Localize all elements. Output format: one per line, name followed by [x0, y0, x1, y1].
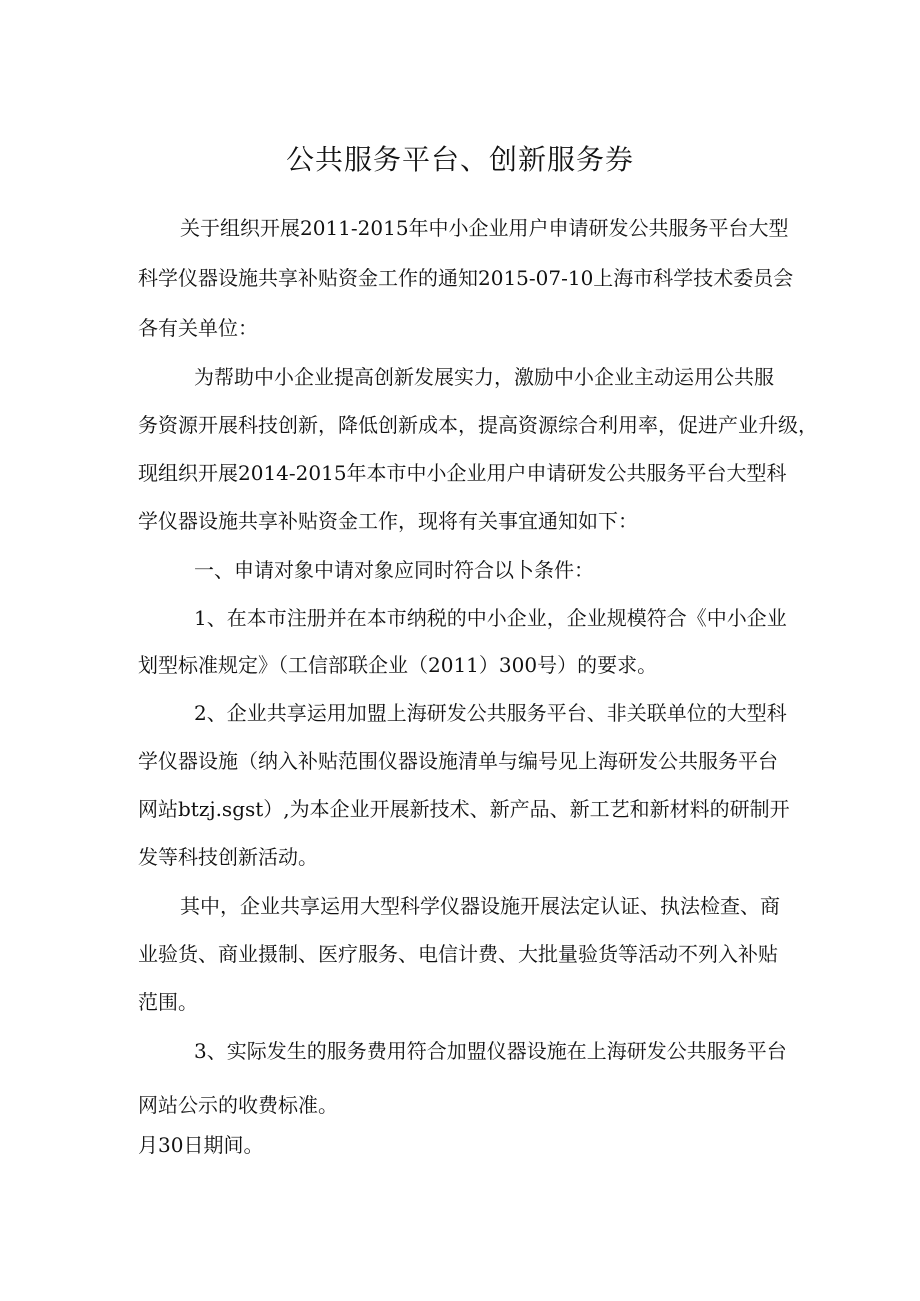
paragraph-line-5: 务资源开展科技创新，降低创新成本，提高资源综合利用率，促进产业升级，	[138, 413, 818, 437]
paragraph-line-4: 为帮助中小企业提高创新发展实力，激励中小企业主动运用公共服	[194, 365, 774, 389]
paragraph-line-17: 范围。	[138, 990, 198, 1014]
paragraph-line-8: 一、申请对象中请对象应同时符合以卜条件：	[194, 558, 594, 582]
paragraph-line-12: 学仪器设施（纳入补贴范围仪器设施清单与编号见上海研发公共服务平台	[138, 749, 778, 773]
paragraph-line-15: 其中，企业共享运用大型科学仪器设施开展法定认证、执法检查、商	[180, 894, 780, 918]
paragraph-line-11: 2、企业共享运用加盟上海研发公共服务平台、非关联单位的大型科	[194, 701, 787, 725]
paragraph-line-9: 1、在本市注册并在本市纳税的中小企业，企业规模符合《中小企业	[194, 606, 787, 630]
paragraph-line-18: 3、实际发生的服务费用符合加盟仪器设施在上海研发公共服务平台	[194, 1039, 787, 1063]
paragraph-line-3: 各有关单位：	[138, 316, 258, 340]
paragraph-line-19: 网站公示的收费标准。	[138, 1093, 338, 1117]
paragraph-line-16: 业验货、商业摄制、医疗服务、电信计费、大批量验货等活动不列入补贴	[138, 942, 778, 966]
paragraph-line-14: 发等科技创新活动。	[138, 845, 318, 869]
paragraph-line-13: 网站btzj.sgst）,为本企业开展新技术、新产品、新工艺和新材料的研制开	[138, 797, 790, 821]
paragraph-line-7: 学仪器设施共享补贴资金工作，现将有关事宜通知如下：	[138, 509, 638, 533]
paragraph-line-20: 月30日期间。	[138, 1133, 264, 1157]
paragraph-line-1: 关于组织开展2011-2015年中小企业用户申请研发公共服务平台大型	[180, 216, 789, 240]
paragraph-line-10: 划型标准规定》（工信部联企业（2011）300号）的要求。	[138, 653, 658, 677]
paragraph-line-6: 现组织开展2014-2015年本市中小企业用户申请研发公共服务平台大型科	[138, 461, 787, 485]
document-title: 公共服务平台、创新服务券	[285, 143, 634, 176]
paragraph-line-2: 科学仪器设施共享补贴资金工作的通知2015-07-10上海市科学技术委员会	[138, 266, 794, 290]
